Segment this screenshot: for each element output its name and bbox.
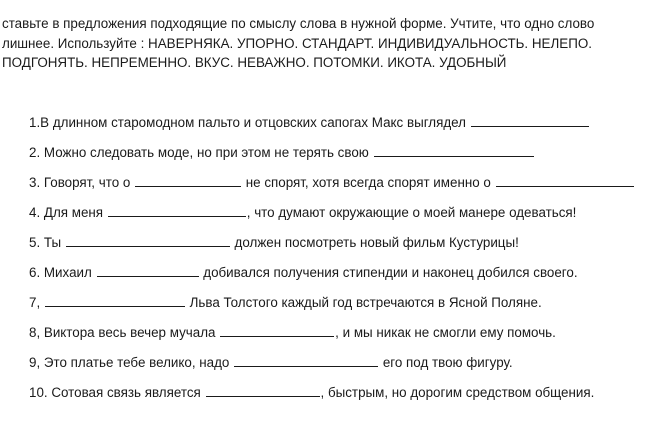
item-text: Льва Толстого каждый год встречаются в Ясной Поляне.: [185, 295, 542, 310]
item-text: его под твою фигуру.: [379, 355, 513, 370]
exercise-item-4: [29, 203, 659, 233]
word-list-line: ПОДГОНЯТЬ. НЕПРЕМЕННО. ВКУС. НЕВАЖНО. ПОТОМКИ. ИКОТА. УДОБНЫЙ: [2, 55, 507, 70]
answer-blank: [374, 143, 534, 157]
answer-blank: [108, 203, 246, 217]
answer-blank: [45, 293, 185, 307]
item-text: 7,: [29, 295, 44, 310]
instruction-text: [2, 14, 662, 73]
item-text: 2. Можно следовать моде, но при этом не терять свою: [29, 145, 373, 160]
instruction-line: ставьте в предложения подходящие по смыслу слова в нужной форме. Учтите, что одно слово: [2, 16, 595, 31]
answer-blank: [234, 353, 378, 367]
item-text: не спорят, хотя всегда спорят именно о: [242, 175, 495, 190]
item-text: 5. Ты: [29, 235, 65, 250]
item-text: должен посмотреть новый фильм Кустурицы!: [230, 235, 519, 250]
answer-blank: [66, 233, 230, 247]
answer-blank: [206, 383, 320, 397]
item-text: , быстрым, но дорогим средством общения.: [320, 385, 595, 400]
exercise-item-10: [29, 383, 659, 413]
exercise-item-3: [29, 173, 659, 203]
answer-blank: [471, 113, 589, 127]
answer-blank: [496, 173, 634, 187]
item-text: , и мы никак не смогли ему помочь.: [335, 325, 556, 340]
item-text: 6. Михаил: [29, 265, 96, 280]
exercise-item-6: [29, 263, 659, 293]
item-text: 3. Говорят, что о: [29, 175, 135, 190]
answer-blank: [220, 323, 334, 337]
exercise-item-1: [29, 113, 659, 143]
answer-blank: [97, 263, 199, 277]
exercise-list: [29, 113, 659, 413]
exercise-item-8: [29, 323, 659, 353]
exercise-item-5: [29, 233, 659, 263]
item-text: 10. Сотовая связь является: [29, 385, 205, 400]
item-text: добивался получения стипендии и наконец добился своего.: [199, 265, 578, 280]
item-text: 8, Виктора весь вечер мучала: [29, 325, 220, 340]
answer-blank: [135, 173, 241, 187]
item-text: 9, Это платье тебе велико, надо: [29, 355, 234, 370]
exercise-item-2: [29, 143, 659, 173]
item-text: 1.В длинном старомодном пальто и отцовских сапогах Макс выглядел: [29, 115, 470, 130]
exercise-item-9: [29, 353, 659, 383]
word-list-line: лишнее. Используйте : НАВЕРНЯКА. УПОРНО. СТАНДАРТ. ИНДИВИДУАЛЬНОСТЬ. НЕЛЕПО.: [2, 35, 592, 51]
exercise-item-7: [29, 293, 659, 323]
item-text: 4. Для меня: [29, 205, 107, 220]
item-text: , что думают окружающие о моей манере одеваться!: [246, 205, 577, 220]
